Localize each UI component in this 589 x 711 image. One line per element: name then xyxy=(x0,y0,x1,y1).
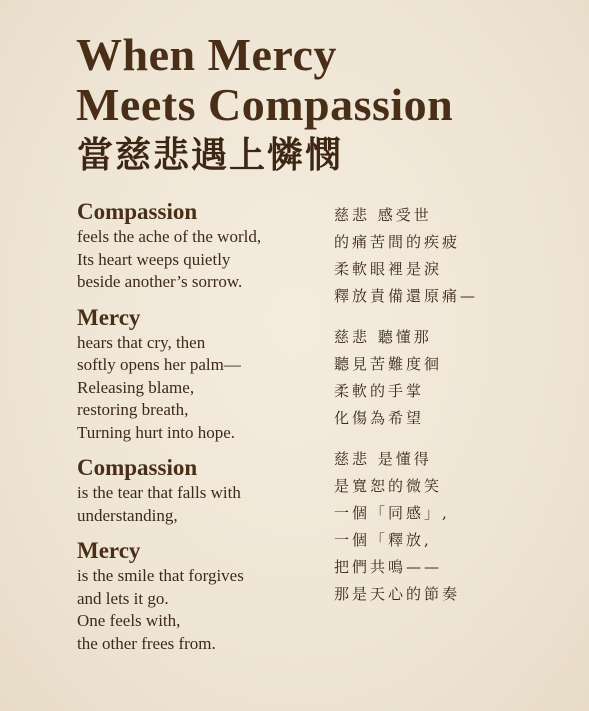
zh-poem-line: 一個「同感」, xyxy=(334,504,450,522)
chinese-poem xyxy=(334,202,574,622)
zh-poem-line: 聽見苦難度徊 xyxy=(334,355,443,373)
zh-poem-line: 釋放責備還原痛— xyxy=(334,287,479,305)
poem-line: hears that cry, then xyxy=(77,332,206,352)
poem-line: understanding, xyxy=(77,505,178,525)
stanza-mercy-2 xyxy=(77,537,322,655)
poem-line: Its heart weeps quietly xyxy=(77,249,231,269)
zh-poem-line: 化傷為希望 xyxy=(334,409,425,427)
poem-line: the other frees from. xyxy=(77,633,216,653)
stanza-mercy-1 xyxy=(77,304,322,445)
stanza-heading: Compassion xyxy=(77,455,198,480)
poem-line: feels the ache of the world, xyxy=(77,227,262,246)
poem-line: One feels with, xyxy=(77,611,181,630)
poem-line: is the tear that falls with xyxy=(77,483,241,502)
zh-poem-line: 慈悲 聽懂那 xyxy=(334,328,432,346)
stanza-compassion-1 xyxy=(77,198,322,294)
zh-stanza-3 xyxy=(334,446,574,608)
poem-line: is the smile that forgives xyxy=(77,566,244,585)
zh-poem-line: 那是天心的節奏 xyxy=(334,585,461,603)
title-line-1: When Mercy xyxy=(76,29,337,80)
english-title xyxy=(76,30,453,130)
chinese-title: 當慈悲遇上憐憫 xyxy=(77,135,344,176)
zh-poem-line: 把們共鳴—— xyxy=(334,558,443,576)
zh-poem-line: 的痛苦間的疾疲 xyxy=(334,233,461,251)
poem-line: and lets it go. xyxy=(77,588,169,608)
stanza-heading: Compassion xyxy=(77,199,198,224)
stanza-heading: Mercy xyxy=(77,304,141,330)
stanza-heading: Mercy xyxy=(77,538,141,563)
zh-stanza-2 xyxy=(334,324,574,432)
zh-poem-line: 柔軟的手掌 xyxy=(334,382,425,400)
stanza-compassion-2 xyxy=(77,454,322,527)
poem-line: Releasing blame, xyxy=(77,377,195,397)
zh-poem-line: 慈悲 是懂得 xyxy=(334,450,432,468)
zh-poem-line: 是寬恕的微笑 xyxy=(334,477,443,495)
poem-line: restoring breath, xyxy=(77,400,189,419)
title-line-2: Meets Compassion xyxy=(76,79,454,130)
english-poem xyxy=(77,198,322,665)
zh-poem-line: 慈悲 感受世 xyxy=(334,206,432,224)
zh-poem-line: 柔軟眼裡是淚 xyxy=(334,260,443,278)
zh-stanza-1 xyxy=(334,202,574,310)
zh-poem-line: 一個「釋放, xyxy=(334,531,432,549)
poem-line: beside another’s sorrow. xyxy=(77,272,243,291)
poem-line: Turning hurt into hope. xyxy=(77,422,236,442)
poem-line: softly opens her palm— xyxy=(77,355,241,374)
